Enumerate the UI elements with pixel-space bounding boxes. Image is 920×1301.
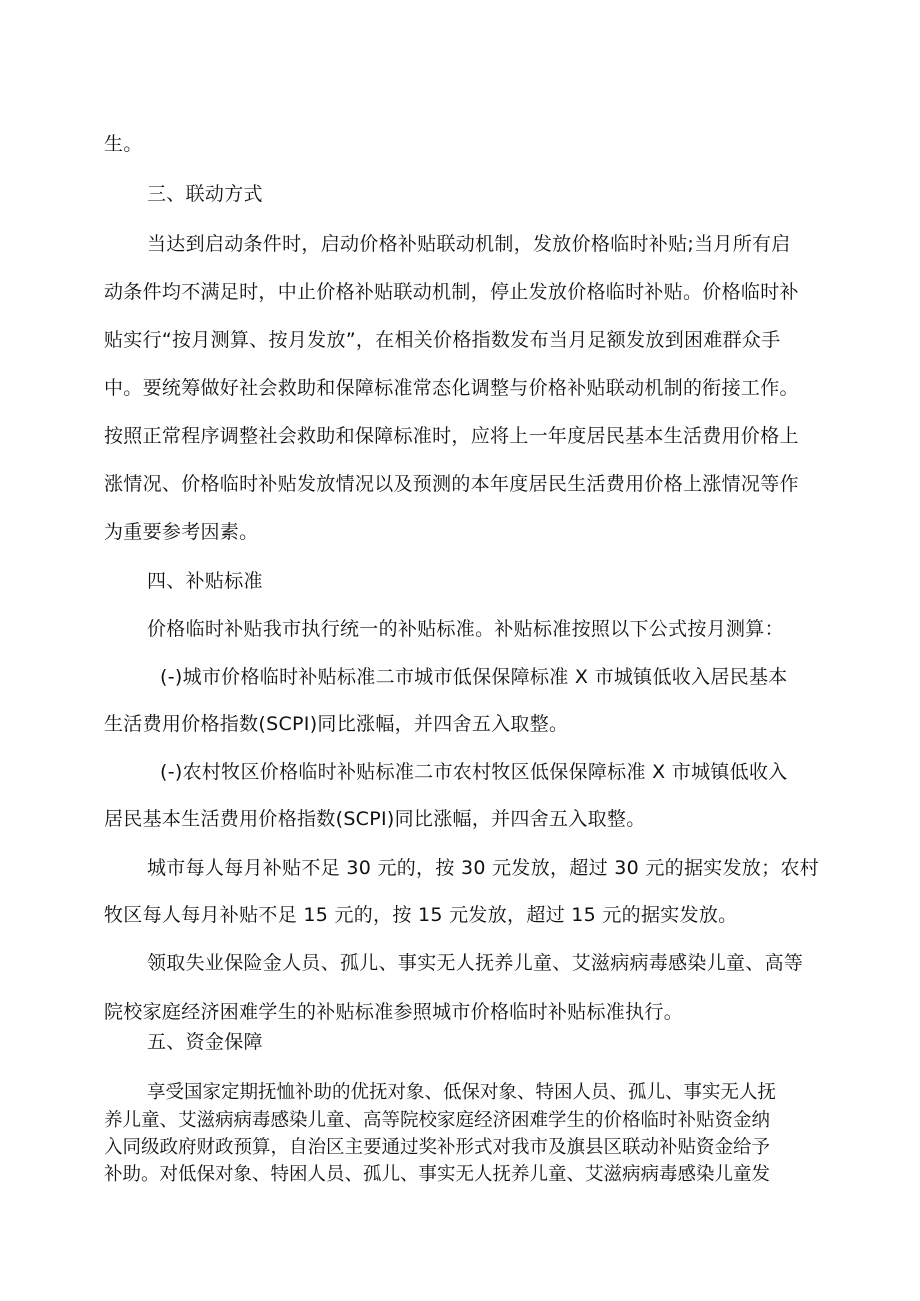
body-line: 入同级政府财政预算，自治区主要通过奖补形式对我市及旗县区联动补贴资金给予 [104, 1137, 771, 1158]
section-heading-5: 五、资金保障 [147, 1031, 263, 1053]
paragraph-tail-line: 生。 [104, 133, 143, 155]
body-line: 按照正常程序调整社会救助和保障标准时，应将上一年度居民基本生活费用价格上 [104, 425, 799, 447]
body-line: 价格临时补贴我市执行统一的补贴标准。补贴标准按照以下公式按月测算： [147, 618, 784, 640]
formula-line: (-)农村牧区价格临时补贴标准二市农村牧区低保保障标准 X 市城镇低收入 [160, 761, 788, 783]
body-line: 补助。对低保对象、特困人员、孤儿、事实无人抚养儿童、艾滋病病毒感染儿童发 [104, 1164, 771, 1185]
formula-line: 生活费用价格指数(SCPI)同比涨幅，并四舍五入取整。 [104, 713, 569, 735]
body-line: 当达到启动条件时，启动价格补贴联动机制，发放价格临时补贴;当月所有启 [147, 233, 791, 255]
formula-line: 居民基本生活费用价格指数(SCPI)同比涨幅，并四舍五入取整。 [104, 808, 646, 830]
body-line: 院校家庭经济困难学生的补贴标准参照城市价格临时补贴标准执行。 [104, 1001, 684, 1023]
body-line: 城市每人每月补贴不足 30 元的，按 30 元发放，超过 30 元的据实发放；农村 [147, 857, 820, 879]
section-heading-4: 四、补贴标准 [147, 570, 263, 592]
formula-line: (-)城市价格临时补贴标准二市城市低保保障标准 X 市城镇低收入居民基本 [160, 666, 788, 688]
body-line: 涨情况、价格临时补贴发放情况以及预测的本年度居民生活费用价格上涨情况等作 [104, 473, 799, 495]
body-line: 领取失业保险金人员、孤儿、事实无人抚养儿童、艾滋病病毒感染儿童、高等 [147, 952, 804, 974]
body-line: 养儿童、艾滋病病毒感染儿童、高等院校家庭经济困难学生的价格临时补贴资金纳 [104, 1110, 771, 1131]
section-heading-3: 三、联动方式 [147, 183, 263, 205]
body-line: 牧区每人每月补贴不足 15 元的，按 15 元发放，超过 15 元的据实发放。 [104, 904, 738, 926]
body-line: 享受国家定期抚恤补助的优抚对象、低保对象、特困人员、孤儿、事实无人抚 [147, 1082, 777, 1103]
body-line: 动条件均不满足时，中止价格补贴联动机制，停止发放价格临时补贴。价格临时补 [104, 281, 799, 303]
body-line: 贴实行“按月测算、按月发放”，在相关价格指数发布当月足额发放到困难群众手 [104, 329, 781, 351]
body-line: 为重要参考因素。 [104, 521, 259, 543]
body-line: 中。要统筹做好社会救助和保障标准常态化调整与价格补贴联动机制的衔接工作。 [104, 377, 799, 399]
